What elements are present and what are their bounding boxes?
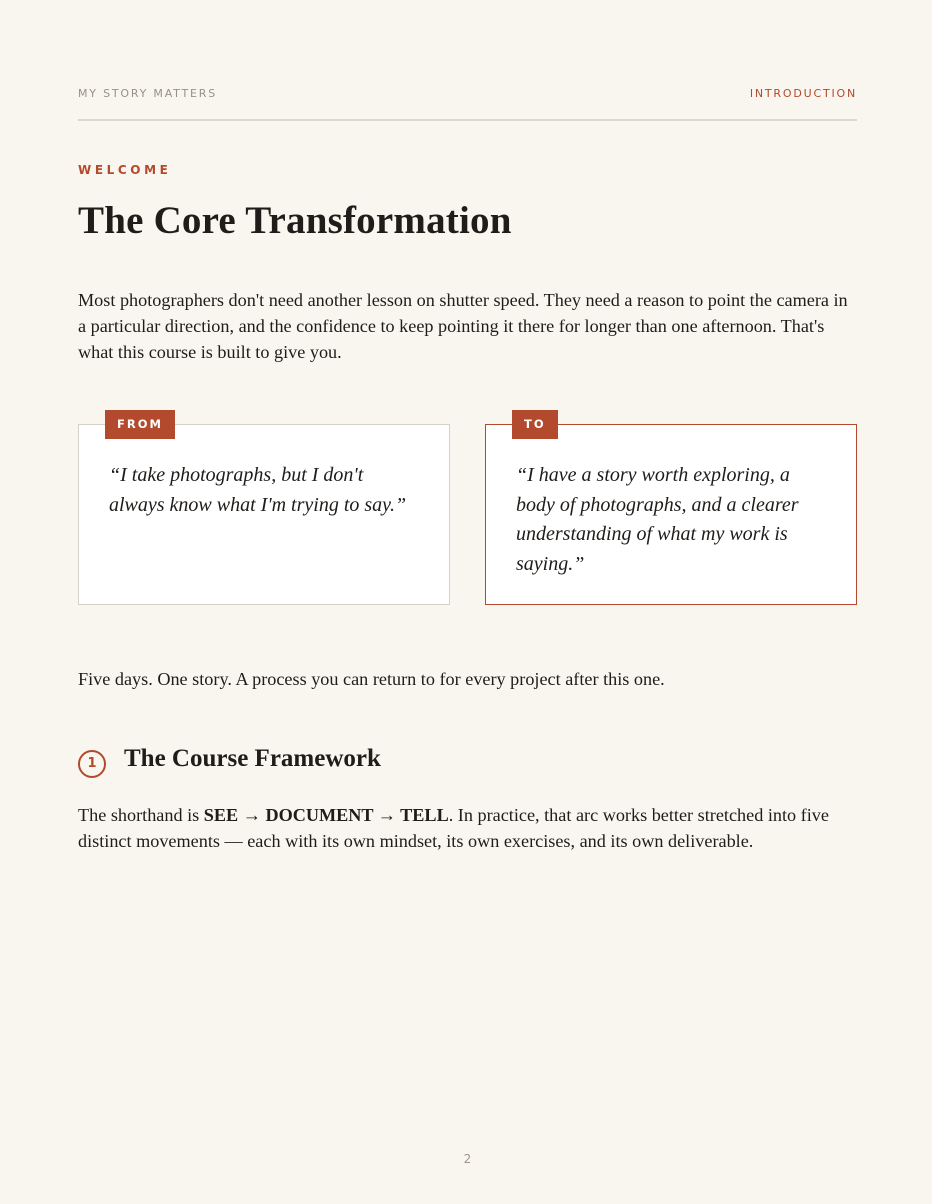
- from-quote-card: [78, 417, 450, 605]
- page-title: The Core Transformation: [78, 199, 512, 242]
- publication-title: MY STORY MATTERS: [78, 87, 218, 100]
- to-tag: TO: [512, 410, 558, 439]
- document-page: [78, 0, 857, 1204]
- running-header: [78, 86, 857, 121]
- framework-text-prefix: The shorthand is: [78, 805, 204, 825]
- framework-paragraph: [78, 802, 857, 854]
- tagline: Five days. One story. A process you can return to for every project after this one.: [78, 669, 665, 689]
- page-number: 2: [463, 1152, 472, 1166]
- section-kicker: WELCOME: [78, 163, 172, 177]
- to-quote: “I have a story worth exploring, a body of photographs, and a clearer understanding of what my work is saying.”: [516, 464, 799, 575]
- section-title: The Course Framework: [124, 745, 381, 772]
- chapter-label: INTRODUCTION: [749, 87, 857, 100]
- framework-shorthand: SEE → DOCUMENT → TELL: [203, 805, 449, 825]
- from-tag: FROM: [105, 410, 175, 439]
- from-quote: “I take photographs, but I don't always know what I'm trying to say.”: [109, 464, 407, 516]
- step-number-badge: 1: [78, 750, 106, 778]
- intro-paragraph: Most photographers don't need another lesson on shutter speed. They need a reason to point the camera in a particular direction, and the confidence to keep pointing it there for longer than one afternoon. That's what this course is built to give you.: [78, 290, 848, 362]
- to-quote-card: [485, 417, 857, 605]
- framework-text-suffix: . In practice, that arc works better stretched into five distinct movements — each with its own mindset, its own exercises, and its own deliverable.: [78, 805, 829, 851]
